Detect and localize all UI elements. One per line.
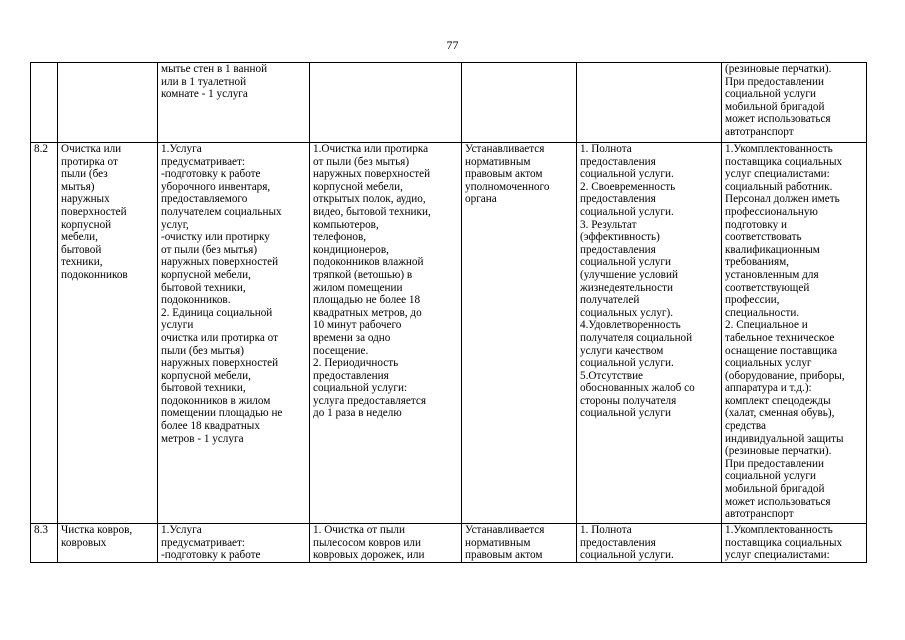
page-number: 77 xyxy=(446,38,459,52)
service-description-cell: 1. Очистка от пыли пылесосом ковров или ковровых дорожек, или xyxy=(310,524,462,563)
table-row xyxy=(31,524,867,563)
service-name-cell: Очистка или протирка от пыли (без мытья) наружных поверхностей корпусной мебели, бытовой техники, подоконников xyxy=(58,143,158,524)
service-number-cell xyxy=(31,63,58,143)
table-row xyxy=(31,143,867,524)
service-content-cell: мытье стен в 1 ванной или в 1 туалетной комнате - 1 услуга xyxy=(158,63,310,143)
service-norms-cell: Устанавливается нормативным правовым актом уполномоченного органа xyxy=(462,143,577,524)
service-description-cell: 1.Очистка или протирка от пыли (без мытья) наружных поверхностей корпусной мебели, открытых полок, аудио, видео, бытовой техники, компьютеров, телефонов, кондиционеров, подоконников влажной тряпкой (ветошью) в жилом помещении площадью не более 18 квадратных метров, до 10 минут рабочего времени за одно посещение. 2. Периодичность предоставления социальной услуги: услуга предоставляется до 1 раза в неделю xyxy=(310,143,462,524)
table-row xyxy=(31,63,867,143)
service-conditions-cell: (резиновые перчатки). При предоставлении социальной услуги мобильной бригадой может использоваться автотранспорт xyxy=(722,63,867,143)
service-name-cell xyxy=(58,63,158,143)
service-norms-cell: Устанавливается нормативным правовым актом xyxy=(462,524,577,563)
service-conditions-cell: 1.Укомплектованность поставщика социальных услуг специалистами: социальный работник. Персонал должен иметь профессиональную подготовку и соответствовать квалификационным требованиям, установленным для соответствующей профессии, специальности. 2. Специальное и табельное техническое оснащение поставщика социальных услуг (оборудование, приборы, аппаратура и т.д.): комплект спецодежды (халат, сменная обувь), средства индивидуальной защиты (резиновые перчатки). При предоставлении социальной услуги мобильной бригадой может использоваться автотранспорт xyxy=(722,143,867,524)
services-table xyxy=(30,62,867,563)
service-content-cell: 1.Услуга предусматривает: -подготовку к работе уборочного инвентаря, предоставляемого получателем социальных услуг, -очистку или протирку от пыли (без мытья) наружных поверхностей корпусной мебели, бытовой техники, подоконников. 2. Единица социальной услуги очистка или протирка от пыли (без мытья) наружных поверхностей корпусной мебели, бытовой техники, подоконников в жилом помещении площадью не более 18 квадратных метров - 1 услуга xyxy=(158,143,310,524)
service-quality-cell xyxy=(577,63,722,143)
service-name-cell: Чистка ковров, ковровых xyxy=(58,524,158,563)
service-content-cell: 1.Услуга предусматривает: -подготовку к работе xyxy=(158,524,310,563)
service-norms-cell xyxy=(462,63,577,143)
service-quality-cell: 1. Полнота предоставления социальной услуги. xyxy=(577,524,722,563)
service-number-cell: 8.2 xyxy=(31,143,58,524)
service-quality-cell: 1. Полнота предоставления социальной услуги. 2. Своевременность предоставления социальной услуги. 3. Результат (эффективность) предоставления социальной услуги (улучшение условий жизнедеятельности получателей социальных услуг). 4.Удовлетворенность получателя социальной услуги качеством социальной услуги. 5.Отсутствие обоснованных жалоб со стороны получателя социальной услуги xyxy=(577,143,722,524)
service-description-cell xyxy=(310,63,462,143)
service-number-cell: 8.3 xyxy=(31,524,58,563)
service-conditions-cell: 1.Укомплектованность поставщика социальных услуг специалистами: xyxy=(722,524,867,563)
